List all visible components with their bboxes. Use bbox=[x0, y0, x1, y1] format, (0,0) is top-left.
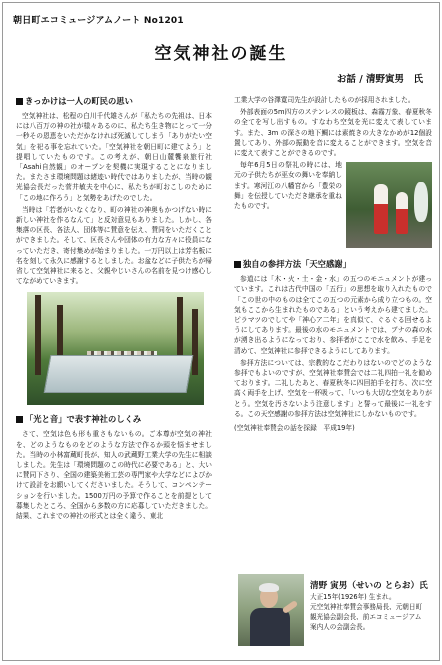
profile-line: 大正15年(1926年) 生まれ。 bbox=[310, 593, 396, 601]
square-bullet-icon bbox=[234, 261, 241, 268]
speaker-name: 清野 寅男（せいの とらお）氏 bbox=[310, 581, 428, 591]
shrine-maiden-dance-photo bbox=[346, 162, 432, 248]
paragraph: 毎年6月5日の祭礼の時には、地元の子供たちが巫女の舞いを奉納します。寒河江の八幡宮から「豊栄の舞」を伝授していただき継承を重ねたものです。 bbox=[234, 161, 342, 211]
article-page bbox=[2, 2, 440, 661]
section-heading-origin bbox=[16, 95, 212, 108]
tree-trunk bbox=[35, 295, 41, 375]
section-heading-worship bbox=[234, 258, 432, 271]
series-label: 朝日町エコミュージアムノート No1201 bbox=[13, 16, 184, 26]
paragraph: 当時は「若者がいなくなり、町の神社の神奥もかつげない時に新しい神社を作るなんて」と反対意見もありました。しかし、各集落の区長、各法人、団体等に賛意を伝え、賛同をいただくことができました。そして、区長さんや団体の有力な方々に役員になっていただき、寄付集めが始まりました。一万円以上は芳名板に名を刻して永久に感謝するとしました。お盆などに子供たちが帰省して空気神社に来ると、父親やじいさんの名前を見つけ感心してながめていきます。 bbox=[16, 205, 212, 286]
paragraph: 参拝方法については、宗教的なこだわりはないのでどのような参拝でもよいのですが、空気神社奉賛会では二礼四拍一礼を勧めております。二礼したあと、春夏秋冬に四回拍手を打ち、次に空高く両手を上げ、空気を一杯吸って、「いつも大切な空気をありがとう。空気を汚さないよう注意します」と誓って最後に一礼をする。この天空感謝の参拝方法は空気神社にしかないものです。 bbox=[234, 358, 432, 418]
section-heading-text: 「光と音」で表す神社のしくみ bbox=[25, 414, 142, 425]
shrine-photo-forest bbox=[27, 292, 204, 405]
profile-line: 案内人の会副会長。 bbox=[310, 623, 370, 631]
profile-line: 観光協会副会長、前エコミュージアム bbox=[310, 613, 422, 621]
paragraph: 空気神社は、松程の白川千代雄さんが「私たちの先祖は、日本には八百万の神の社が様々あるのに、私たち生き物にとって一分一秒その恩恵をいただかなければ死滅してしまう「ありがたい空気」を祀る事を忘れていた。「空気神社を朝日町に建てよう」と提唱していたものです。この考えが、朝日山麓饗泉旅行社「Asahi自然観」のオープンを契機に実現することになりました。またさま環境問題は緒迹い時代ではありましたが、当時の観光協会長だった菅井敏夫を中心に、私たちが町おこしのために「この地に作ろう」と気勢をあげたのでした。 bbox=[16, 112, 212, 202]
speaker-profile bbox=[234, 566, 432, 652]
section-heading-text: 独自の参拝方法「天空感謝」 bbox=[243, 259, 351, 270]
profile-text bbox=[310, 580, 432, 632]
section-heading-light-sound bbox=[16, 413, 212, 426]
source-note: (空気神社奉賛会の話を採録 平成19年) bbox=[234, 424, 355, 433]
white-cloth bbox=[414, 182, 428, 222]
miko-dancer bbox=[374, 184, 388, 234]
right-column bbox=[234, 87, 432, 652]
section-heading-text: きっかけは一人の町民の思い bbox=[25, 96, 133, 106]
article-title: 空気神社の誕生 bbox=[154, 44, 288, 64]
profile-line: 元空気神社奉賛会事務局長、元朝日町 bbox=[310, 603, 423, 611]
portrait-hair bbox=[259, 583, 279, 592]
byline: お話 / 清野寅男 氏 bbox=[336, 74, 423, 85]
square-bullet-icon bbox=[16, 98, 23, 105]
festival-block bbox=[234, 160, 432, 250]
stainless-mirror-plate bbox=[44, 355, 194, 393]
portrait-body bbox=[250, 608, 290, 646]
paragraph: 参道には「木・火・土・金・水」の五つのモニュメントが建っています。これは古代中国の「五行」の思想を取り入れたもので「この世の中のものは全てこの五つの元素から成り立つもの。空気もここから生まれたものである」という考えから建てました。ピラマツのでしてや「神心ア二年」を真似て、ぐるぐる回せるようにしてあります。最後の水のモニュメントでは、ブナの森の水が湧き出るようになっており、参拝者がここで水を飲み、手足を清めて、空気神社に参拝できるようにしてあります。 bbox=[234, 275, 432, 355]
paragraph: 外部表面の5m四方のステンレスの鏡板は、森霧万象、春夏秋冬の全てを写し出すもの。すなわち空気を光に変えて表しています。また、3m の深さの地下鯛には素焼きの大きなかめが12個設置してあり、外部の振動を音に変えることができます。空気を音に変えて表すことができるのです。 bbox=[234, 108, 432, 158]
speaker-portrait-photo bbox=[238, 574, 304, 646]
square-bullet-icon bbox=[16, 416, 23, 423]
left-column bbox=[16, 87, 212, 652]
tree-trunk bbox=[192, 309, 198, 375]
paragraph: さて、空気は色も形も重さもないもの。ご本尊が空気の神社を、どのようなものをどのような方法で作るか頭を悩ませました。当時の小林富蔵町長が、知人の武蔵野工業大学の先生に相談しました。先生は「環境問題のこの時代に必要である」と、大いに賛同下さり、全国の建築美術工芸の専門家や大学などによびかけて設計をお願いしてくださいました。そうして、コンペンテーションを行いました。1500万円の予算で作ることを前提として募集したところ、全国から多数の方に応募していただきました。結果、これまでの神社の形式とは全く違う、東北 bbox=[16, 430, 212, 521]
miko-dancer bbox=[396, 192, 408, 234]
portrait-arm bbox=[282, 600, 299, 614]
paragraph: 工業大学の谷澤寛司先生が設計したものが採用されました。 bbox=[234, 96, 415, 104]
